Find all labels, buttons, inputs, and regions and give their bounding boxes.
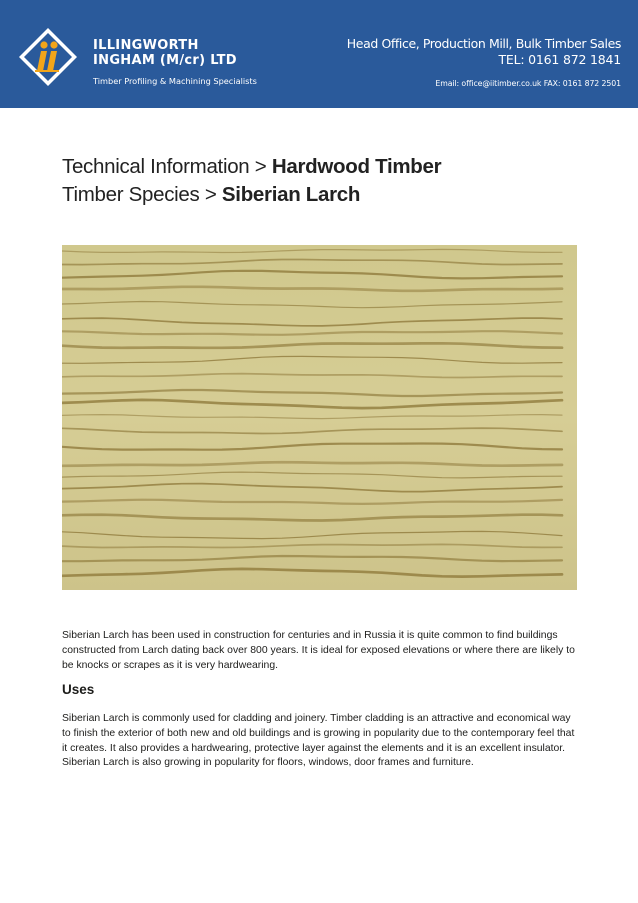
uses-paragraph: Siberian Larch is commonly used for cladding and joinery. Timber cladding is an attractive and economical way to finish the exterior of both new and old buildings and is growing in popularity due to the contemporary feel that it creates. It also provides a hardwearing, protective layer against the elements and it is an excellent insulator. Siberian Larch is also growing in popularity for floors, windows, door frames and furniture.: [62, 713, 575, 769]
contact-block: [347, 36, 621, 89]
title-category: Hardwood Timber: [271, 155, 442, 178]
company-name-line1: ILLINGWORTH: [93, 38, 199, 53]
title-species-prefix: Timber Species >: [62, 183, 222, 206]
title-line-category: [62, 153, 441, 181]
company-name-line2: INGHAM (M/cr) LTD: [93, 53, 237, 68]
company-name: [93, 38, 237, 68]
offices-text: Head Office, Production Mill, Bulk Timber Sales: [346, 36, 621, 51]
siberian-larch-wood-photo: [62, 245, 577, 590]
intro-paragraph: Siberian Larch has been used in construction for centuries and in Russia it is quite common to find buildings constructed from Larch dating back over 800 years. It is ideal for exposed elevations or where there are likely to be knocks or scrapes as it is very hardwearing.: [62, 630, 575, 671]
ii-monogram-logo-icon: [17, 26, 79, 88]
phone-number: TEL: 0161 872 1841: [498, 52, 621, 67]
page-title: [62, 153, 441, 209]
company-tagline: Timber Profiling & Machining Specialists: [93, 76, 257, 86]
page-header: [0, 0, 638, 108]
title-category-prefix: Technical Information >: [62, 155, 272, 178]
email-fax-text: Email: office@iitimber.co.uk FAX: 0161 872 2501: [435, 79, 621, 88]
uses-heading: Uses: [62, 682, 95, 697]
title-species: Siberian Larch: [221, 183, 361, 206]
title-line-species: [62, 181, 441, 209]
